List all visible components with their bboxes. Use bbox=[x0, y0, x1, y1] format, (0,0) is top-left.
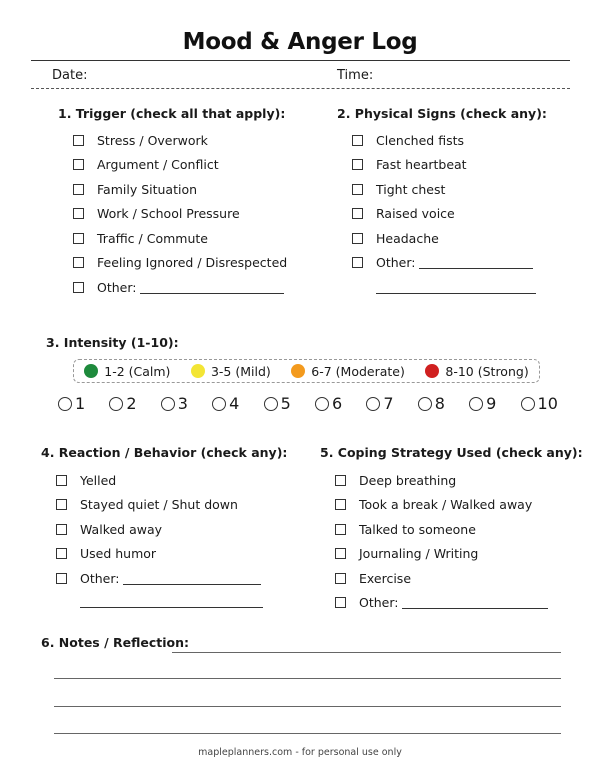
reaction-option-quiet[interactable]: Stayed quiet / Shut down bbox=[56, 493, 261, 518]
title-rule bbox=[31, 60, 570, 61]
physical-other-field[interactable] bbox=[419, 256, 533, 269]
checkbox[interactable] bbox=[352, 208, 363, 219]
reaction-option-yelled[interactable]: Yelled bbox=[56, 468, 261, 493]
checkbox[interactable] bbox=[352, 159, 363, 170]
notes-line-4[interactable] bbox=[54, 733, 561, 734]
radio-circle-icon[interactable] bbox=[315, 397, 329, 411]
strong-dot-icon bbox=[425, 364, 439, 378]
physical-option-voice[interactable]: Raised voice bbox=[352, 202, 533, 227]
radio-circle-icon[interactable] bbox=[212, 397, 226, 411]
checkbox[interactable] bbox=[335, 524, 346, 535]
physical-other-field-line2[interactable] bbox=[376, 293, 536, 294]
checkbox[interactable] bbox=[335, 499, 346, 510]
radio-circle-icon[interactable] bbox=[418, 397, 432, 411]
notes-section-title: 6. Notes / Reflection: bbox=[41, 635, 190, 650]
date-label: Date: bbox=[52, 68, 88, 83]
radio-circle-icon[interactable] bbox=[521, 397, 535, 411]
trigger-option-work[interactable]: Work / School Pressure bbox=[73, 202, 287, 227]
footer-credit: mapleplanners.com - for personal use only bbox=[198, 747, 402, 758]
trigger-other-field[interactable] bbox=[140, 281, 284, 294]
date-field[interactable] bbox=[88, 70, 328, 84]
coping-checklist bbox=[335, 468, 548, 615]
coping-section-title: 5. Coping Strategy Used (check any): bbox=[320, 445, 583, 460]
legend-calm: 1-2 (Calm) bbox=[84, 364, 170, 379]
radio-circle-icon[interactable] bbox=[264, 397, 278, 411]
trigger-option-other[interactable]: Other: bbox=[73, 275, 287, 300]
checkbox[interactable] bbox=[73, 257, 84, 268]
coping-option-talked[interactable]: Talked to someone bbox=[335, 517, 548, 542]
checkbox[interactable] bbox=[56, 548, 67, 559]
reaction-option-walked[interactable]: Walked away bbox=[56, 517, 261, 542]
intensity-option-9[interactable]: 9 bbox=[469, 394, 496, 413]
reaction-section-title: 4. Reaction / Behavior (check any): bbox=[41, 445, 288, 460]
trigger-option-traffic[interactable]: Traffic / Commute bbox=[73, 226, 287, 251]
trigger-checklist bbox=[73, 128, 287, 300]
physical-option-fists[interactable]: Clenched fists bbox=[352, 128, 533, 153]
intensity-option-4[interactable]: 4 bbox=[212, 394, 239, 413]
coping-option-breathing[interactable]: Deep breathing bbox=[335, 468, 548, 493]
checkbox[interactable] bbox=[73, 233, 84, 244]
coping-option-other[interactable]: Other: bbox=[335, 591, 548, 616]
mild-dot-icon bbox=[191, 364, 205, 378]
intensity-option-7[interactable]: 7 bbox=[366, 394, 393, 413]
checkbox[interactable] bbox=[73, 208, 84, 219]
time-field[interactable] bbox=[375, 70, 565, 84]
radio-circle-icon[interactable] bbox=[58, 397, 72, 411]
intensity-option-3[interactable]: 3 bbox=[161, 394, 188, 413]
reaction-checklist bbox=[56, 468, 261, 591]
page-title: Mood & Anger Log bbox=[182, 29, 418, 55]
physical-option-other[interactable]: Other: bbox=[352, 251, 533, 276]
physical-option-heartbeat[interactable]: Fast heartbeat bbox=[352, 153, 533, 178]
radio-circle-icon[interactable] bbox=[109, 397, 123, 411]
checkbox[interactable] bbox=[352, 135, 363, 146]
legend-mild: 3-5 (Mild) bbox=[191, 364, 271, 379]
checkbox[interactable] bbox=[335, 475, 346, 486]
trigger-option-argument[interactable]: Argument / Conflict bbox=[73, 153, 287, 178]
radio-circle-icon[interactable] bbox=[469, 397, 483, 411]
checkbox[interactable] bbox=[73, 282, 84, 293]
intensity-option-2[interactable]: 2 bbox=[109, 394, 136, 413]
coping-option-break[interactable]: Took a break / Walked away bbox=[335, 493, 548, 518]
physical-section-title: 2. Physical Signs (check any): bbox=[337, 106, 547, 121]
trigger-option-ignored[interactable]: Feeling Ignored / Disrespected bbox=[73, 251, 287, 276]
checkbox[interactable] bbox=[73, 159, 84, 170]
coping-option-journaling[interactable]: Journaling / Writing bbox=[335, 542, 548, 567]
checkbox[interactable] bbox=[335, 597, 346, 608]
intensity-option-6[interactable]: 6 bbox=[315, 394, 342, 413]
trigger-option-family[interactable]: Family Situation bbox=[73, 177, 287, 202]
checkbox[interactable] bbox=[352, 257, 363, 268]
checkbox[interactable] bbox=[56, 524, 67, 535]
checkbox[interactable] bbox=[335, 573, 346, 584]
reaction-other-field[interactable] bbox=[123, 572, 261, 585]
trigger-option-stress[interactable]: Stress / Overwork bbox=[73, 128, 287, 153]
intensity-option-10[interactable]: 10 bbox=[521, 394, 558, 413]
calm-dot-icon bbox=[84, 364, 98, 378]
trigger-section-title: 1. Trigger (check all that apply): bbox=[58, 106, 286, 121]
checkbox[interactable] bbox=[352, 184, 363, 195]
coping-other-field[interactable] bbox=[402, 596, 548, 609]
moderate-dot-icon bbox=[291, 364, 305, 378]
checkbox[interactable] bbox=[73, 184, 84, 195]
header-divider bbox=[31, 88, 570, 89]
reaction-other-field-line2[interactable] bbox=[80, 607, 263, 608]
intensity-option-1[interactable]: 1 bbox=[58, 394, 85, 413]
intensity-option-8[interactable]: 8 bbox=[418, 394, 445, 413]
legend-moderate: 6-7 (Moderate) bbox=[291, 364, 405, 379]
legend-strong: 8-10 (Strong) bbox=[425, 364, 528, 379]
coping-option-exercise[interactable]: Exercise bbox=[335, 566, 548, 591]
checkbox[interactable] bbox=[352, 233, 363, 244]
checkbox[interactable] bbox=[56, 573, 67, 584]
notes-line-3[interactable] bbox=[54, 706, 561, 707]
intensity-option-5[interactable]: 5 bbox=[264, 394, 291, 413]
physical-checklist bbox=[352, 128, 533, 275]
reaction-option-humor[interactable]: Used humor bbox=[56, 542, 261, 567]
radio-circle-icon[interactable] bbox=[366, 397, 380, 411]
notes-line-2[interactable] bbox=[54, 678, 561, 679]
time-label: Time: bbox=[337, 68, 374, 83]
checkbox[interactable] bbox=[56, 499, 67, 510]
intensity-section-title: 3. Intensity (1-10): bbox=[46, 335, 179, 350]
intensity-scale bbox=[58, 394, 558, 413]
physical-option-headache[interactable]: Headache bbox=[352, 226, 533, 251]
checkbox[interactable] bbox=[56, 475, 67, 486]
physical-option-chest[interactable]: Tight chest bbox=[352, 177, 533, 202]
reaction-option-other[interactable]: Other: bbox=[56, 566, 261, 591]
radio-circle-icon[interactable] bbox=[161, 397, 175, 411]
checkbox[interactable] bbox=[73, 135, 84, 146]
checkbox[interactable] bbox=[335, 548, 346, 559]
notes-line-1[interactable] bbox=[172, 652, 561, 653]
intensity-legend bbox=[73, 359, 540, 383]
